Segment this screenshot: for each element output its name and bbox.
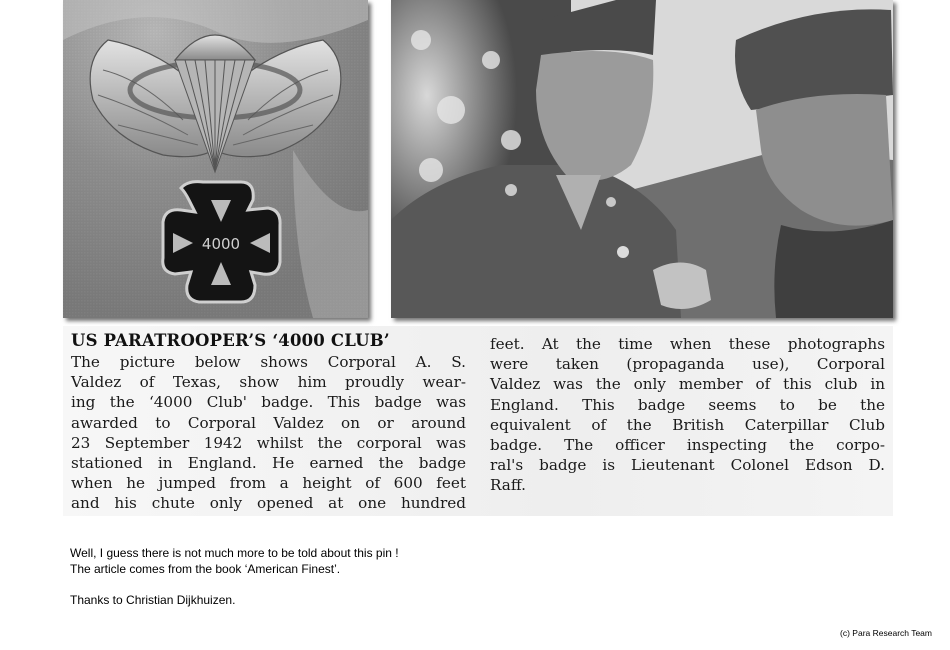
article-block <box>63 326 893 516</box>
article-line: The picture below shows Corporal A. S. <box>71 353 466 371</box>
copyright-notice: (c) Para Research Team <box>840 628 932 638</box>
article-line: Raff. <box>490 476 526 495</box>
footer-notes <box>70 546 399 608</box>
jump-wings-and-club-badge-image <box>63 0 368 318</box>
note-line: Well, I guess there is not much more to be told about this pin ! <box>70 546 399 560</box>
article-line: England. This badge seems to be the <box>490 395 885 414</box>
article-line: were taken (propaganda use), Corporal <box>490 355 885 374</box>
article-line: ral's badge is Lieutenant Colonel Edson D. <box>490 456 885 475</box>
article-line: Valdez was the only member of this club in <box>490 375 885 394</box>
article-line: and his chute only opened at one hundred <box>71 494 466 513</box>
article-line: when he jumped from a height of 600 feet <box>71 474 466 493</box>
soldiers-photo <box>391 0 893 318</box>
note-line: The article comes from the book ‘American Finest’. <box>70 561 341 576</box>
article-line: feet. At the time when these photographs <box>490 335 885 353</box>
article-column-right <box>490 334 885 496</box>
badge-photo <box>63 0 368 318</box>
article-line: ing the ‘4000 Club' badge. This badge was <box>71 393 466 412</box>
article-line: Valdez of Texas, show him proudly wear- <box>71 373 466 392</box>
article-column-left <box>71 352 466 514</box>
corporal-and-officer-image <box>391 0 893 318</box>
badge-number-text: 4000 <box>201 235 241 253</box>
article-line: 23 September 1942 whilst the corporal was <box>71 433 466 452</box>
thanks-line: Thanks to Christian Dijkhuizen. <box>70 592 236 607</box>
article-title: US PARATROOPER’S ‘4000 CLUB’ <box>71 331 390 350</box>
article-line: awarded to Corporal Valdez on or around <box>71 413 466 432</box>
article-line: equivalent of the British Caterpillar Club <box>490 415 885 434</box>
article-line: stationed in England. He earned the badge <box>71 454 466 473</box>
article-line: badge. The officer inspecting the corpo- <box>490 436 885 455</box>
